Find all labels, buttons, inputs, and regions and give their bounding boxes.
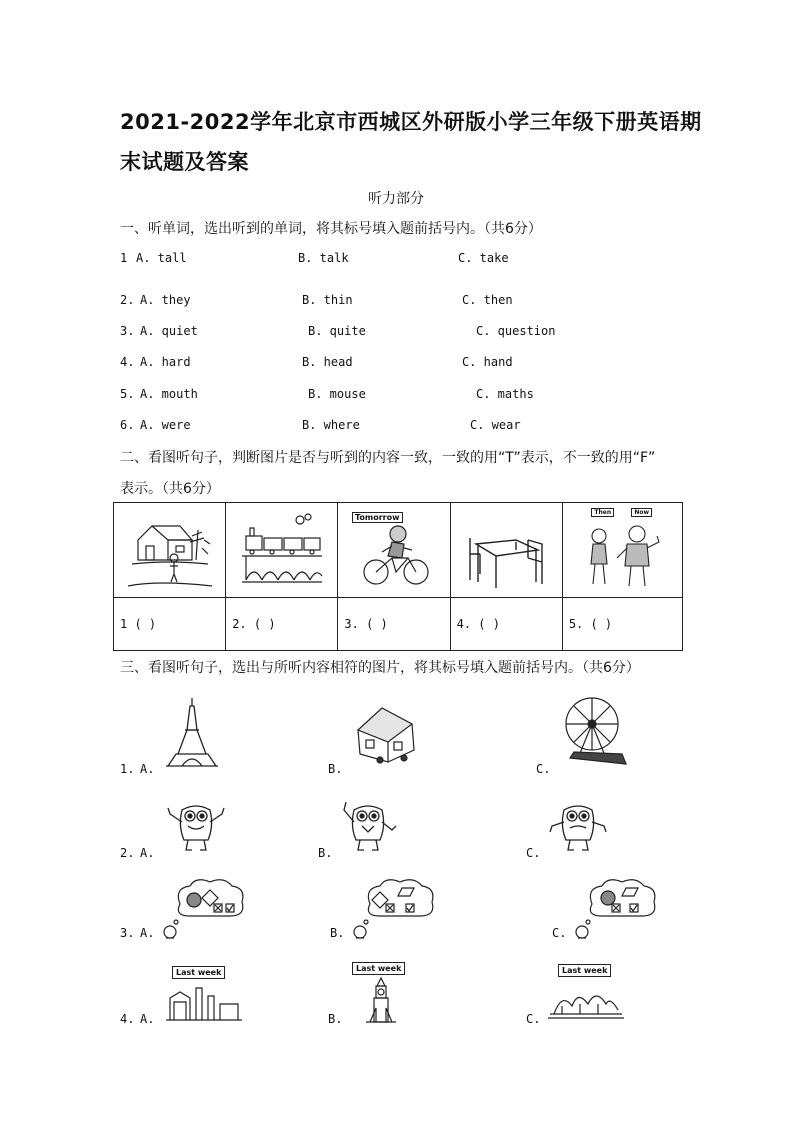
- s1-item-6: [120, 418, 680, 438]
- s3-row2-num: 2.: [120, 846, 135, 860]
- then-tag: Then: [591, 508, 614, 517]
- bicycle-rider-picture: [352, 510, 436, 590]
- s1-item-2: [120, 293, 680, 313]
- s3-row1-c: C.: [536, 762, 551, 776]
- thought-bubble-picture-c: [572, 874, 660, 940]
- thought-bubble-picture-b: [350, 874, 438, 940]
- picture-judgement-table: [113, 502, 683, 651]
- s1-option-b: B. head: [302, 355, 353, 369]
- cottage-girl-picture: [128, 510, 212, 590]
- answer-blank-2[interactable]: 2. ( ): [226, 598, 338, 651]
- answer-blank-4[interactable]: 4. ( ): [450, 598, 562, 651]
- section2-heading-line1: 二、看图听句子，判断图片是否与听到的内容一致，一致的用“T”表示，不一致的用“F”: [120, 450, 656, 466]
- s1-item-num: 5.: [120, 387, 135, 401]
- beijing-skyline-picture: [166, 984, 242, 1022]
- page-title-line2: 末试题及答案: [120, 150, 249, 174]
- pic-cell-2: [226, 503, 338, 598]
- monster-picture-c: [548, 796, 608, 854]
- monster-picture-a: [166, 796, 226, 854]
- s1-option-c: C. wear: [470, 418, 521, 432]
- answer-blank-1[interactable]: 1 ( ): [114, 598, 226, 651]
- s3-row2-c: C.: [526, 846, 541, 860]
- s1-option-a: A. quiet: [140, 324, 198, 338]
- s1-option-c: C. question: [476, 324, 556, 338]
- now-tag: Now: [631, 508, 652, 517]
- s3-row3-c: C.: [552, 926, 567, 940]
- last-week-tag-c: Last week: [558, 964, 611, 977]
- s1-option-c: C. then: [462, 293, 513, 307]
- page-title-line1: 2021-2022学年北京市西城区外研版小学三年级下册英语期: [120, 110, 702, 134]
- s1-option-b: B. talk: [298, 251, 349, 265]
- s3-row1-num: 1.: [120, 762, 135, 776]
- last-week-tag-b: Last week: [352, 962, 405, 975]
- s1-item-num: 3.: [120, 324, 135, 338]
- last-week-tag-a: Last week: [172, 966, 225, 979]
- s1-item-5: [120, 387, 680, 407]
- ferris-wheel-picture: [558, 694, 628, 766]
- s3-row4-num: 4.: [120, 1012, 135, 1026]
- s1-option-a: A. hard: [140, 355, 191, 369]
- s3-row3-b: B.: [330, 926, 345, 940]
- pic-cell-1: [114, 503, 226, 598]
- s1-option-b: B. where: [302, 418, 360, 432]
- s3-row4-b: B.: [328, 1012, 343, 1026]
- s3-row4-c: C.: [526, 1012, 541, 1026]
- pic-cell-4: [450, 503, 562, 598]
- pic-cell-3: [338, 503, 450, 598]
- s1-item-num: 2.: [120, 293, 135, 307]
- s1-item-num: 1: [120, 251, 128, 265]
- s1-option-a: A. tall: [136, 251, 187, 265]
- s3-row3-num: 3.: [120, 926, 135, 940]
- eiffel-tower-picture: [164, 696, 220, 768]
- listening-part-heading: 听力部分: [368, 191, 424, 207]
- s3-row1-b: B.: [328, 762, 343, 776]
- pic-cell-5: [562, 503, 682, 598]
- s1-option-c: C. take: [458, 251, 509, 265]
- s1-item-1: [120, 251, 680, 271]
- s3-row2-a: A.: [140, 846, 155, 860]
- s3-row3-a: A.: [140, 926, 155, 940]
- table-chairs-picture: [464, 510, 548, 590]
- answer-blank-5[interactable]: 5. ( ): [562, 598, 682, 651]
- section1-heading: 一、听单词，选出听到的单词，将其标号填入题前括号内。（共6分）: [120, 221, 542, 237]
- s1-option-a: A. they: [140, 293, 191, 307]
- tomorrow-tag: Tomorrow: [352, 512, 403, 523]
- s3-row4-a: A.: [140, 1012, 155, 1026]
- s1-item-3: [120, 324, 680, 344]
- s3-row2-b: B.: [318, 846, 333, 860]
- s1-option-b: B. quite: [308, 324, 366, 338]
- s1-item-num: 6.: [120, 418, 135, 432]
- s1-option-a: A. were: [140, 418, 191, 432]
- s1-option-c: C. maths: [476, 387, 534, 401]
- section3-heading: 三、看图听句子，选出与所听内容相符的图片，将其标号填入题前括号内。（共6分）: [120, 660, 640, 676]
- s1-item-4: [120, 355, 680, 375]
- boys-then-now-picture: [577, 508, 667, 592]
- s1-item-num: 4.: [120, 355, 135, 369]
- sydney-opera-house-picture: [548, 986, 624, 1020]
- section2-heading-line2: 表示。（共6分）: [120, 481, 220, 497]
- s1-option-a: A. mouth: [140, 387, 198, 401]
- answer-blank-3[interactable]: 3. ( ): [338, 598, 450, 651]
- house-picture: [352, 702, 420, 766]
- s1-option-c: C. hand: [462, 355, 513, 369]
- s1-option-b: B. mouse: [308, 387, 366, 401]
- thought-bubble-picture-a: [160, 874, 248, 940]
- s1-option-b: B. thin: [302, 293, 353, 307]
- big-ben-picture: [366, 976, 396, 1024]
- s3-row1-a: A.: [140, 762, 155, 776]
- monster-picture-b: [338, 796, 398, 854]
- train-bridge-picture: [240, 510, 324, 590]
